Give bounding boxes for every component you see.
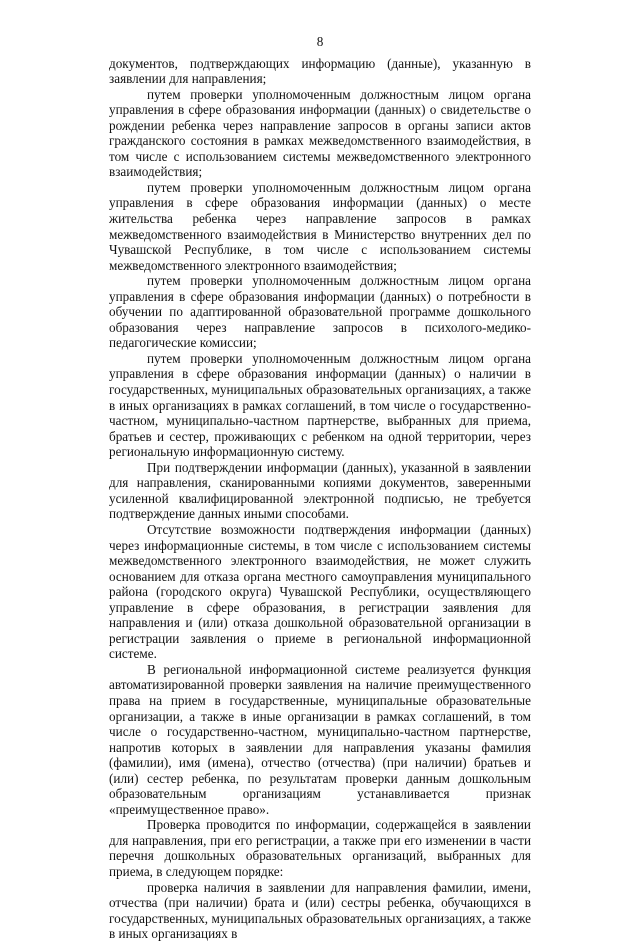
paragraph: Проверка проводится по информации, содержащейся в заявлении для направления, при его регистрации, а также при его изменении в части перечня дошкольных образовательных организаций, выбранных для приема, в следующем порядке: [109, 817, 531, 879]
page-number: 8 [316, 34, 324, 49]
paragraph: В региональной информационной системе реализуется функция автоматизированной проверки заявления на наличие преимущественного права на прием в государственные, муниципальные образовательные организации, а также в иные организации в рамках соглашений, в том числе о государственно-частном, муниципально-частном партнерстве, напротив которых в заявлении для направления указаны фамилия (фамилии), имя (имена), отчество (отчества) (при наличии) братьев и (или) сестер ребенка, по результатам проверки данным дошкольным образовательным организациям устанавливается признак «преимущественное право». [109, 661, 531, 817]
paragraph: путем проверки уполномоченным должностным лицом органа управления в сфере образования информации (данных) о свидетельстве о рождении ребенка через направление запросов в органы записи актов гражданского состояния в рамках межведомственного взаимодействия, в том числе с использованием системы межведомственного электронного взаимодействия; [109, 86, 531, 180]
paragraph: При подтверждении информации (данных), указанной в заявлении для направления, сканированными копиями документов, заверенными усиленной квалифицированной электронной подписью, не требуется подтверждение данных иными способами. [109, 459, 531, 522]
document-page [109, 34, 531, 942]
paragraph: документов, подтверждающих информацию (данные), указанную в заявлении для направления; [109, 55, 531, 87]
paragraph: Отсутствие возможности подтверждения информации (данных) через информационные системы, в том числе с использованием системы межведомственного электронного взаимодействия, не может служить основанием для отказа органа местного самоуправления муниципального района (городского округа) Чувашской Республики, осуществляющего управление в сфере образования, в регистрации заявления для направления и (или) отказа дошкольной образовательной организации в регистрации заявления о приеме в региональной информационной системе. [109, 521, 531, 662]
paragraph: путем проверки уполномоченным должностным лицом органа управления в сфере образования информации (данных) о потребности в обучении по адаптированной образовательной программе дошкольного образования через направление запросов в психолого-медико-педагогические комиссии; [109, 273, 531, 351]
paragraph: путем проверки уполномоченным должностным лицом органа управления в сфере образования информации (данных) о месте жительства ребенка через направление запросов в рамках межведомственного взаимодействия в Министерство внутренних дел по Чувашской Республике, в том числе с использованием системы межведомственного электронного взаимодействия; [109, 179, 531, 273]
paragraph: путем проверки уполномоченным должностным лицом органа управления в сфере образования информации (данных) о наличии в государственных, муниципальных образовательных организациях, а также в иных организациях в рамках соглашений, в том числе о государственно-частном, муниципально-частном партнерстве, выбранных для приема, братьев и сестер, проживающих с ребенком на одной территории, через региональную информационную систему. [109, 350, 531, 460]
paragraph: проверка наличия в заявлении для направления фамилии, имени, отчества (при наличии) брата и (или) сестры ребенка, обучающихся в государственных, муниципальных образовательных организациях, а также в иных организациях в [109, 879, 531, 942]
